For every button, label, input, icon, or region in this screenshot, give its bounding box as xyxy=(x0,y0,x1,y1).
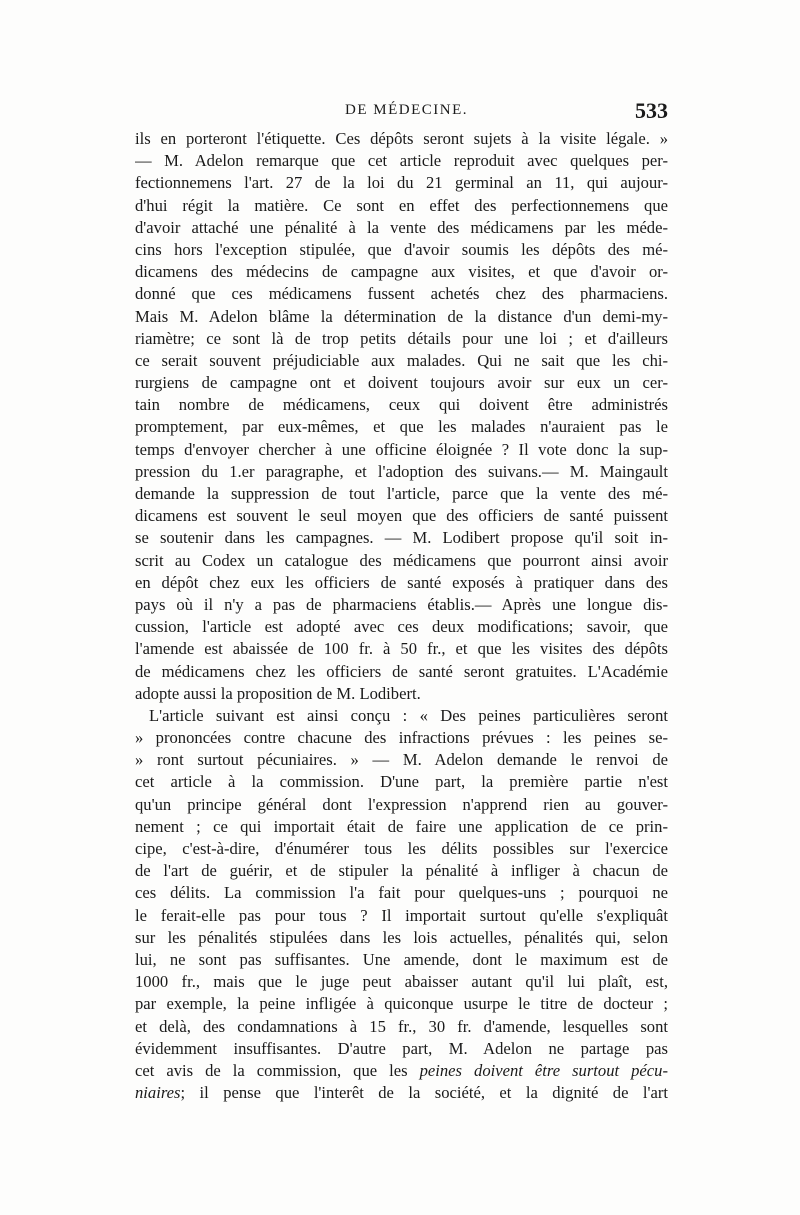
text-line: temps d'envoyer chercher à une officine éloignée ? Il vote donc la sup- xyxy=(135,439,668,459)
text-line: de l'art de guérir, et de stipuler la pénalité à infliger à chacun de xyxy=(135,861,668,881)
running-head: DE MÉDECINE. xyxy=(345,102,468,118)
text-line: » ront surtout pécuniaires. » — M. Adelon demande le renvoi de xyxy=(135,750,668,770)
text-line: cussion, l'article est adopté avec ces deux modifications; savoir, que xyxy=(135,617,668,637)
text-line: l'amende est abaissée de 100 fr. à 50 fr., et que les visites des dépôts xyxy=(135,639,668,659)
text-line: par exemple, la peine infligée à quiconque usurpe le titre de docteur ; xyxy=(135,994,668,1014)
text-line: ce serait souvent préjudiciable aux malades. Qui ne sait que les chi- xyxy=(135,350,668,370)
text-line-mixed xyxy=(135,1060,668,1082)
text-line: ces délits. La commission l'a fait pour quelques-uns ; pourquoi ne xyxy=(135,883,668,903)
text-line: scrit au Codex un catalogue des médicamens que pourront ainsi avoir xyxy=(135,550,668,570)
text-line: — M. Adelon remarque que cet article reproduit avec quelques per- xyxy=(135,151,668,171)
body-text xyxy=(135,128,668,1104)
italic-phrase: peines doivent être surtout pécu- xyxy=(419,1060,668,1080)
italic-phrase: niaires xyxy=(135,1083,181,1103)
text-line: L'article suivant est ainsi conçu : « Des peines particulières seront xyxy=(149,705,668,725)
text-line: et delà, des condamnations à 15 fr., 30 fr. d'amende, lesquelles sont xyxy=(135,1016,668,1036)
text-line: rurgiens de campagne ont et doivent toujours avoir sur eux un cer- xyxy=(135,373,668,393)
text-run: ; il pense que l'interêt de la société, et la dignité de l'art xyxy=(180,1083,668,1103)
text-line: riamètre; ce sont là de trop petits détails pour une loi ; et d'ailleurs xyxy=(135,328,668,348)
text-line-mixed xyxy=(135,1082,668,1104)
text-line: 1000 fr., mais que le juge peut abaisser autant qu'il lui plaît, est, xyxy=(135,972,668,992)
text-line: dicamens est souvent le seul moyen que des officiers de santé puissent xyxy=(135,506,668,526)
text-line: sur les pénalités stipulées dans les lois actuelles, pénalités qui, selon xyxy=(135,927,668,947)
text-line: d'avoir attaché une pénalité à la vente des médicamens par les méde- xyxy=(135,217,668,237)
text-line: lui, ne sont pas suffisantes. Une amende, dont le maximum est de xyxy=(135,949,668,969)
text-line: dicamens des médecins de campagne aux visites, et que d'avoir or- xyxy=(135,262,668,282)
text-line: d'hui régit la matière. Ce sont en effet des perfectionnemens que xyxy=(135,195,668,215)
text-line: promptement, par eux-mêmes, et que les malades n'auraient pas le xyxy=(135,417,668,437)
page-number: 533 xyxy=(635,98,668,123)
text-line: tain nombre de médicamens, ceux qui doivent être administrés xyxy=(135,395,668,415)
text-line: le ferait-elle pas pour tous ? Il importait surtout qu'elle s'expliquât xyxy=(135,905,668,925)
text-line: cins hors l'exception stipulée, que d'avoir soumis les dépôts des mé- xyxy=(135,239,668,259)
text-line: cet article à la commission. D'une part, la première partie n'est xyxy=(135,772,668,792)
text-line: cipe, c'est-à-dire, d'énumérer tous les délits possibles sur l'exercice xyxy=(135,839,668,858)
text-line: demande la suppression de tout l'article, parce que la vente des mé- xyxy=(135,484,668,503)
text-line: donné que ces médicamens fussent achetés chez des pharmaciens. xyxy=(135,284,668,304)
page-header xyxy=(135,100,668,124)
text-line: en dépôt chez eux les officiers de santé exposés à pratiquer dans des xyxy=(135,572,668,592)
text-run: cet avis de la commission, que les xyxy=(135,1060,408,1080)
text-line: nement ; ce qui importait était de faire une application de ce prin- xyxy=(135,816,668,836)
text-line: se soutenir dans les campagnes. — M. Lodibert propose qu'il soit in- xyxy=(135,528,668,548)
text-line: adopte aussi la proposition de M. Lodibert. xyxy=(135,683,421,703)
text-line: fectionnemens l'art. 27 de la loi du 21 germinal an 11, qui aujour- xyxy=(135,173,668,193)
text-line: pression du 1.er paragraphe, et l'adoption des suivans.— M. Maingault xyxy=(135,461,668,481)
text-line: qu'un principe général dont l'expression n'apprend rien au gouver- xyxy=(135,794,668,814)
text-line: » prononcées contre chacune des infractions prévues : les peines se- xyxy=(135,728,668,748)
text-line: ils en porteront l'étiquette. Ces dépôts seront sujets à la visite légale. » xyxy=(135,129,668,148)
text-line: Mais M. Adelon blâme la détermination de la distance d'un demi-my- xyxy=(135,306,668,326)
text-line: évidemment insuffisantes. D'autre part, M. Adelon ne partage pas xyxy=(135,1038,668,1058)
text-line: de médicamens chez les officiers de santé seront gratuites. L'Académie xyxy=(135,661,668,681)
text-line: pays où il n'y a pas de pharmaciens établis.— Après une longue dis- xyxy=(135,594,668,614)
